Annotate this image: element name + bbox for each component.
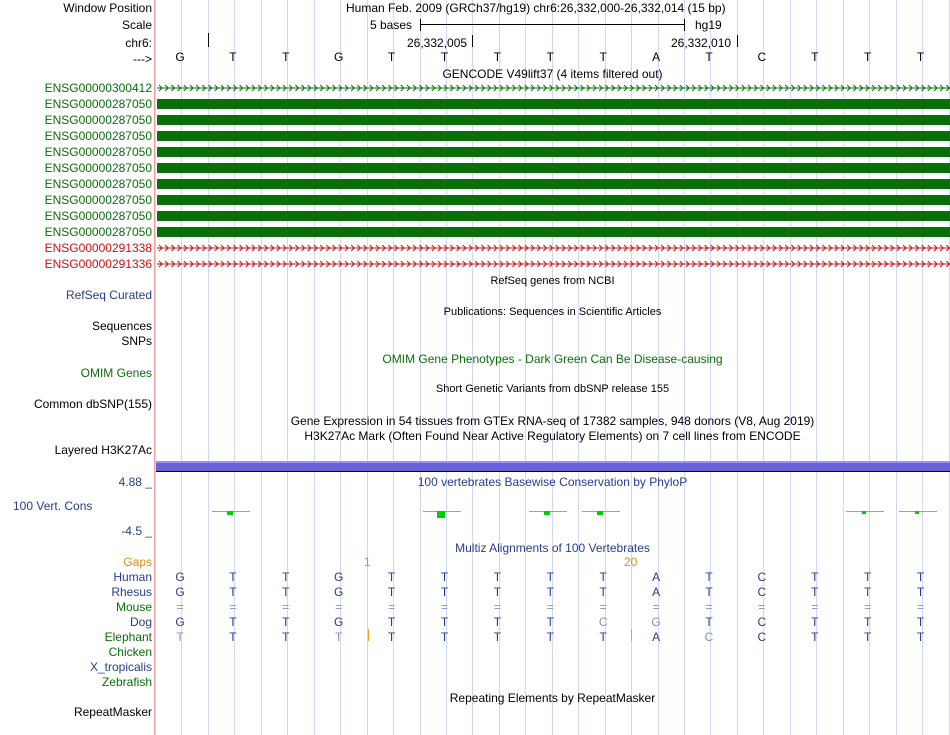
- aligned-base: T: [864, 585, 872, 599]
- grid-line: [896, 0, 897, 735]
- gap-mark-2: 20: [624, 555, 638, 569]
- gencode-exon-bar[interactable]: [157, 195, 950, 205]
- phylop-track-label[interactable]: 100 Vert. Cons: [13, 499, 93, 513]
- chr-tick-start: [208, 33, 209, 47]
- sequences-label[interactable]: Sequences: [91, 319, 152, 333]
- base-letter: T: [229, 50, 237, 64]
- grid-line: [367, 0, 368, 735]
- species-label[interactable]: X_tropicalis: [89, 660, 152, 674]
- base-letter: T: [599, 50, 607, 64]
- aligned-base: T: [440, 630, 449, 644]
- base-letter: C: [757, 50, 767, 64]
- aligned-base: T: [864, 570, 872, 584]
- aligned-base: T: [705, 615, 713, 629]
- base-letter: T: [546, 50, 554, 64]
- aligned-base: =: [493, 600, 501, 614]
- window-position-label[interactable]: Window Position: [63, 1, 152, 15]
- grid-line: [631, 0, 632, 735]
- scale-text: 5 bases: [370, 18, 413, 32]
- repeatmasker-label[interactable]: RepeatMasker: [73, 705, 152, 719]
- gencode-gene-label[interactable]: ENSG00000287050: [44, 161, 152, 175]
- aligned-base: T: [811, 630, 819, 644]
- chr-tick-1-label: 26,332,005: [407, 36, 468, 50]
- h3k27ac-signal-bar: [156, 461, 950, 471]
- aligned-base: T: [916, 585, 925, 599]
- gencode-exon-bar[interactable]: [157, 227, 950, 237]
- base-letter: T: [864, 50, 872, 64]
- aligned-base: G: [175, 615, 185, 629]
- aligned-base: =: [758, 600, 766, 614]
- grid-line: [261, 0, 262, 735]
- aligned-base: T: [229, 570, 237, 584]
- h3k27ac-title: H3K27Ac Mark (Often Found Near Active Regulatory Elements) on 7 cell lines from ENCODE: [304, 429, 801, 443]
- aligned-base: =: [599, 600, 607, 614]
- base-letter: T: [387, 50, 396, 64]
- aligned-base: T: [599, 630, 607, 644]
- grid-line: [790, 0, 791, 735]
- aligned-base: T: [705, 585, 713, 599]
- elephant-insertion-mark-1: [368, 629, 369, 641]
- aligned-base: T: [546, 570, 554, 584]
- aligned-base: =: [440, 600, 448, 614]
- base-letter: T: [493, 50, 502, 64]
- gencode-exon-bar[interactable]: [157, 147, 950, 157]
- gap-mark-1: 1: [364, 555, 371, 569]
- species-label[interactable]: Human: [113, 570, 152, 584]
- publications-title: Publications: Sequences in Scientific Articles: [443, 306, 662, 318]
- aligned-base: T: [229, 630, 237, 644]
- species-label[interactable]: Mouse: [115, 600, 152, 614]
- aligned-base: G: [175, 585, 185, 599]
- repeatmasker-title: Repeating Elements by RepeatMasker: [449, 691, 656, 705]
- elephant-insertion-mark-2: [631, 629, 632, 641]
- grid-line: [843, 0, 844, 735]
- base-letter: T: [811, 50, 819, 64]
- grid-line: [737, 0, 738, 735]
- phylop-score-bar: [597, 511, 603, 515]
- aligned-base: =: [282, 600, 290, 614]
- omim-label[interactable]: OMIM Genes: [80, 366, 152, 380]
- phylop-score-bar: [227, 511, 233, 515]
- phylop-max-label: 4.88 _: [118, 475, 152, 489]
- aligned-base: T: [916, 630, 925, 644]
- aligned-base: T: [440, 585, 449, 599]
- scale-assembly: hg19: [695, 18, 722, 32]
- grid-line: [420, 0, 421, 735]
- species-label[interactable]: Chicken: [108, 645, 152, 659]
- aligned-base: C: [757, 630, 767, 644]
- base-letter: T: [705, 50, 713, 64]
- gencode-intron-arrow-line[interactable]: [157, 84, 950, 92]
- phylop-title: 100 vertebrates Basewise Conservation by PhyloP: [417, 475, 688, 489]
- aligned-base: T: [599, 585, 607, 599]
- aligned-base: T: [916, 570, 925, 584]
- scale-bar-right-tick: [684, 19, 685, 31]
- aligned-base: T: [864, 630, 872, 644]
- gencode-gene-label[interactable]: ENSG00000287050: [44, 177, 152, 191]
- h3k27ac-label[interactable]: Layered H3K27Ac: [54, 443, 152, 457]
- gencode-gene-label[interactable]: ENSG00000287050: [44, 193, 152, 207]
- gencode-exon-bar[interactable]: [157, 99, 950, 109]
- aligned-base: C: [598, 615, 608, 629]
- aligned-base: T: [440, 615, 449, 629]
- aligned-base: =: [229, 600, 237, 614]
- phylop-score-bar: [915, 511, 919, 514]
- scale-bar: [420, 24, 684, 25]
- aligned-base: T: [864, 615, 872, 629]
- refseq-title: RefSeq genes from NCBI: [490, 275, 615, 287]
- gencode-exon-bar[interactable]: [157, 115, 950, 125]
- base-letter: G: [334, 50, 344, 64]
- aligned-base: C: [757, 615, 767, 629]
- aligned-base: T: [546, 585, 554, 599]
- grid-line: [208, 0, 209, 735]
- aligned-base: =: [388, 600, 396, 614]
- phylop-score-bar: [437, 511, 445, 518]
- snps-label[interactable]: SNPs: [121, 334, 152, 348]
- aligned-base: =: [176, 600, 184, 614]
- species-label[interactable]: Zebrafish: [101, 675, 152, 689]
- aligned-base: T: [387, 630, 396, 644]
- gencode-gene-label[interactable]: ENSG00000287050: [44, 97, 152, 111]
- base-letter: T: [440, 50, 449, 64]
- window-position-text: Human Feb. 2009 (GRCh37/hg19) chr6:26,332,000-26,332,014 (15 bp): [346, 1, 726, 15]
- omim-title: OMIM Gene Phenotypes - Dark Green Can Be Disease-causing: [382, 352, 723, 366]
- gencode-gene-label[interactable]: ENSG00000287050: [44, 209, 152, 223]
- aligned-base: G: [334, 615, 344, 629]
- aligned-base: A: [652, 570, 661, 584]
- base-letter: G: [175, 50, 185, 64]
- aligned-base: T: [546, 630, 554, 644]
- refseq-label[interactable]: RefSeq Curated: [65, 288, 152, 302]
- aligned-base: T: [599, 570, 607, 584]
- aligned-base: =: [864, 600, 872, 614]
- aligned-base: G: [334, 585, 344, 599]
- aligned-base: =: [335, 600, 343, 614]
- aligned-base: T: [546, 615, 554, 629]
- aligned-base: T: [493, 630, 502, 644]
- chr-tick-1: [472, 35, 473, 47]
- aligned-base: T: [493, 585, 502, 599]
- aligned-base: T: [282, 585, 290, 599]
- gencode-title: GENCODE V49lift37 (4 items filtered out): [442, 67, 663, 81]
- aligned-base: T: [387, 615, 396, 629]
- scale-label[interactable]: Scale: [121, 18, 152, 32]
- dbsnp-label[interactable]: Common dbSNP(155): [33, 397, 152, 411]
- aligned-base: T: [811, 570, 819, 584]
- aligned-base: A: [652, 585, 661, 599]
- chr-tick-2: [737, 35, 738, 47]
- aligned-base: T: [282, 630, 290, 644]
- aligned-base: =: [546, 600, 554, 614]
- aligned-base: T: [176, 630, 184, 644]
- aligned-base: =: [705, 600, 713, 614]
- gtex-title: Gene Expression in 54 tissues from GTEx RNA-seq of 17382 samples, 948 donors (V8, Aug 2019): [290, 414, 815, 428]
- aligned-base: T: [705, 570, 713, 584]
- aligned-base: T: [282, 570, 290, 584]
- gencode-intron-arrow-line[interactable]: [157, 260, 950, 268]
- aligned-base: T: [229, 615, 237, 629]
- scale-bar-left-tick: [420, 19, 421, 31]
- aligned-base: =: [652, 600, 660, 614]
- grid-line: [314, 0, 315, 735]
- aligned-base: T: [387, 570, 396, 584]
- aligned-base: T: [282, 615, 290, 629]
- gencode-gene-label[interactable]: ENSG00000300412: [44, 81, 152, 95]
- species-label[interactable]: Elephant: [104, 630, 152, 644]
- aligned-base: =: [917, 600, 925, 614]
- aligned-base: T: [916, 615, 925, 629]
- chr-tick-2-label: 26,332,010: [671, 36, 732, 50]
- aligned-base: G: [334, 570, 344, 584]
- aligned-base: G: [651, 615, 661, 629]
- sequence-label[interactable]: --->: [133, 52, 152, 66]
- base-letter: A: [652, 50, 661, 64]
- phylop-min-label: -4.5 _: [121, 524, 152, 538]
- phylop-score-bar: [544, 511, 550, 515]
- grid-line: [525, 0, 526, 735]
- dbsnp-title: Short Genetic Variants from dbSNP release 155: [435, 383, 670, 395]
- aligned-base: T: [335, 630, 343, 644]
- gencode-exon-bar[interactable]: [157, 179, 950, 189]
- aligned-base: T: [811, 615, 819, 629]
- aligned-base: T: [229, 585, 237, 599]
- aligned-base: A: [652, 630, 661, 644]
- gencode-gene-label[interactable]: ENSG00000287050: [44, 225, 152, 239]
- aligned-base: T: [811, 585, 819, 599]
- gencode-exon-bar[interactable]: [157, 211, 950, 221]
- gencode-exon-bar[interactable]: [157, 131, 950, 141]
- grid-line: [684, 0, 685, 735]
- aligned-base: =: [811, 600, 819, 614]
- aligned-base: C: [757, 585, 767, 599]
- species-label[interactable]: Dog: [129, 615, 152, 629]
- base-letter: T: [916, 50, 925, 64]
- aligned-base: T: [493, 615, 502, 629]
- multiz-title: Multiz Alignments of 100 Vertebrates: [455, 541, 650, 555]
- aligned-base: T: [493, 570, 502, 584]
- gencode-gene-label[interactable]: ENSG00000291338: [44, 241, 152, 255]
- aligned-base: T: [387, 585, 396, 599]
- gencode-gene-label[interactable]: ENSG00000287050: [44, 113, 152, 127]
- aligned-base: C: [704, 630, 714, 644]
- phylop-score-bar: [862, 511, 866, 514]
- gencode-gene-label[interactable]: ENSG00000287050: [44, 145, 152, 159]
- gencode-exon-bar[interactable]: [157, 163, 950, 173]
- aligned-base: C: [757, 570, 767, 584]
- grid-line: [949, 0, 950, 735]
- gaps-label[interactable]: Gaps: [123, 555, 152, 569]
- aligned-base: G: [175, 570, 185, 584]
- gencode-intron-arrow-line[interactable]: [157, 244, 950, 252]
- aligned-base: T: [440, 570, 449, 584]
- grid-line: [155, 0, 156, 735]
- grid-line: [578, 0, 579, 735]
- gencode-gene-label[interactable]: ENSG00000291336: [44, 257, 152, 271]
- grid-line: [472, 0, 473, 735]
- chr-label[interactable]: chr6:: [125, 36, 152, 50]
- base-letter: T: [282, 50, 290, 64]
- h3k27ac-baseline: [156, 471, 950, 472]
- species-label[interactable]: Rhesus: [111, 585, 152, 599]
- gencode-gene-label[interactable]: ENSG00000287050: [44, 129, 152, 143]
